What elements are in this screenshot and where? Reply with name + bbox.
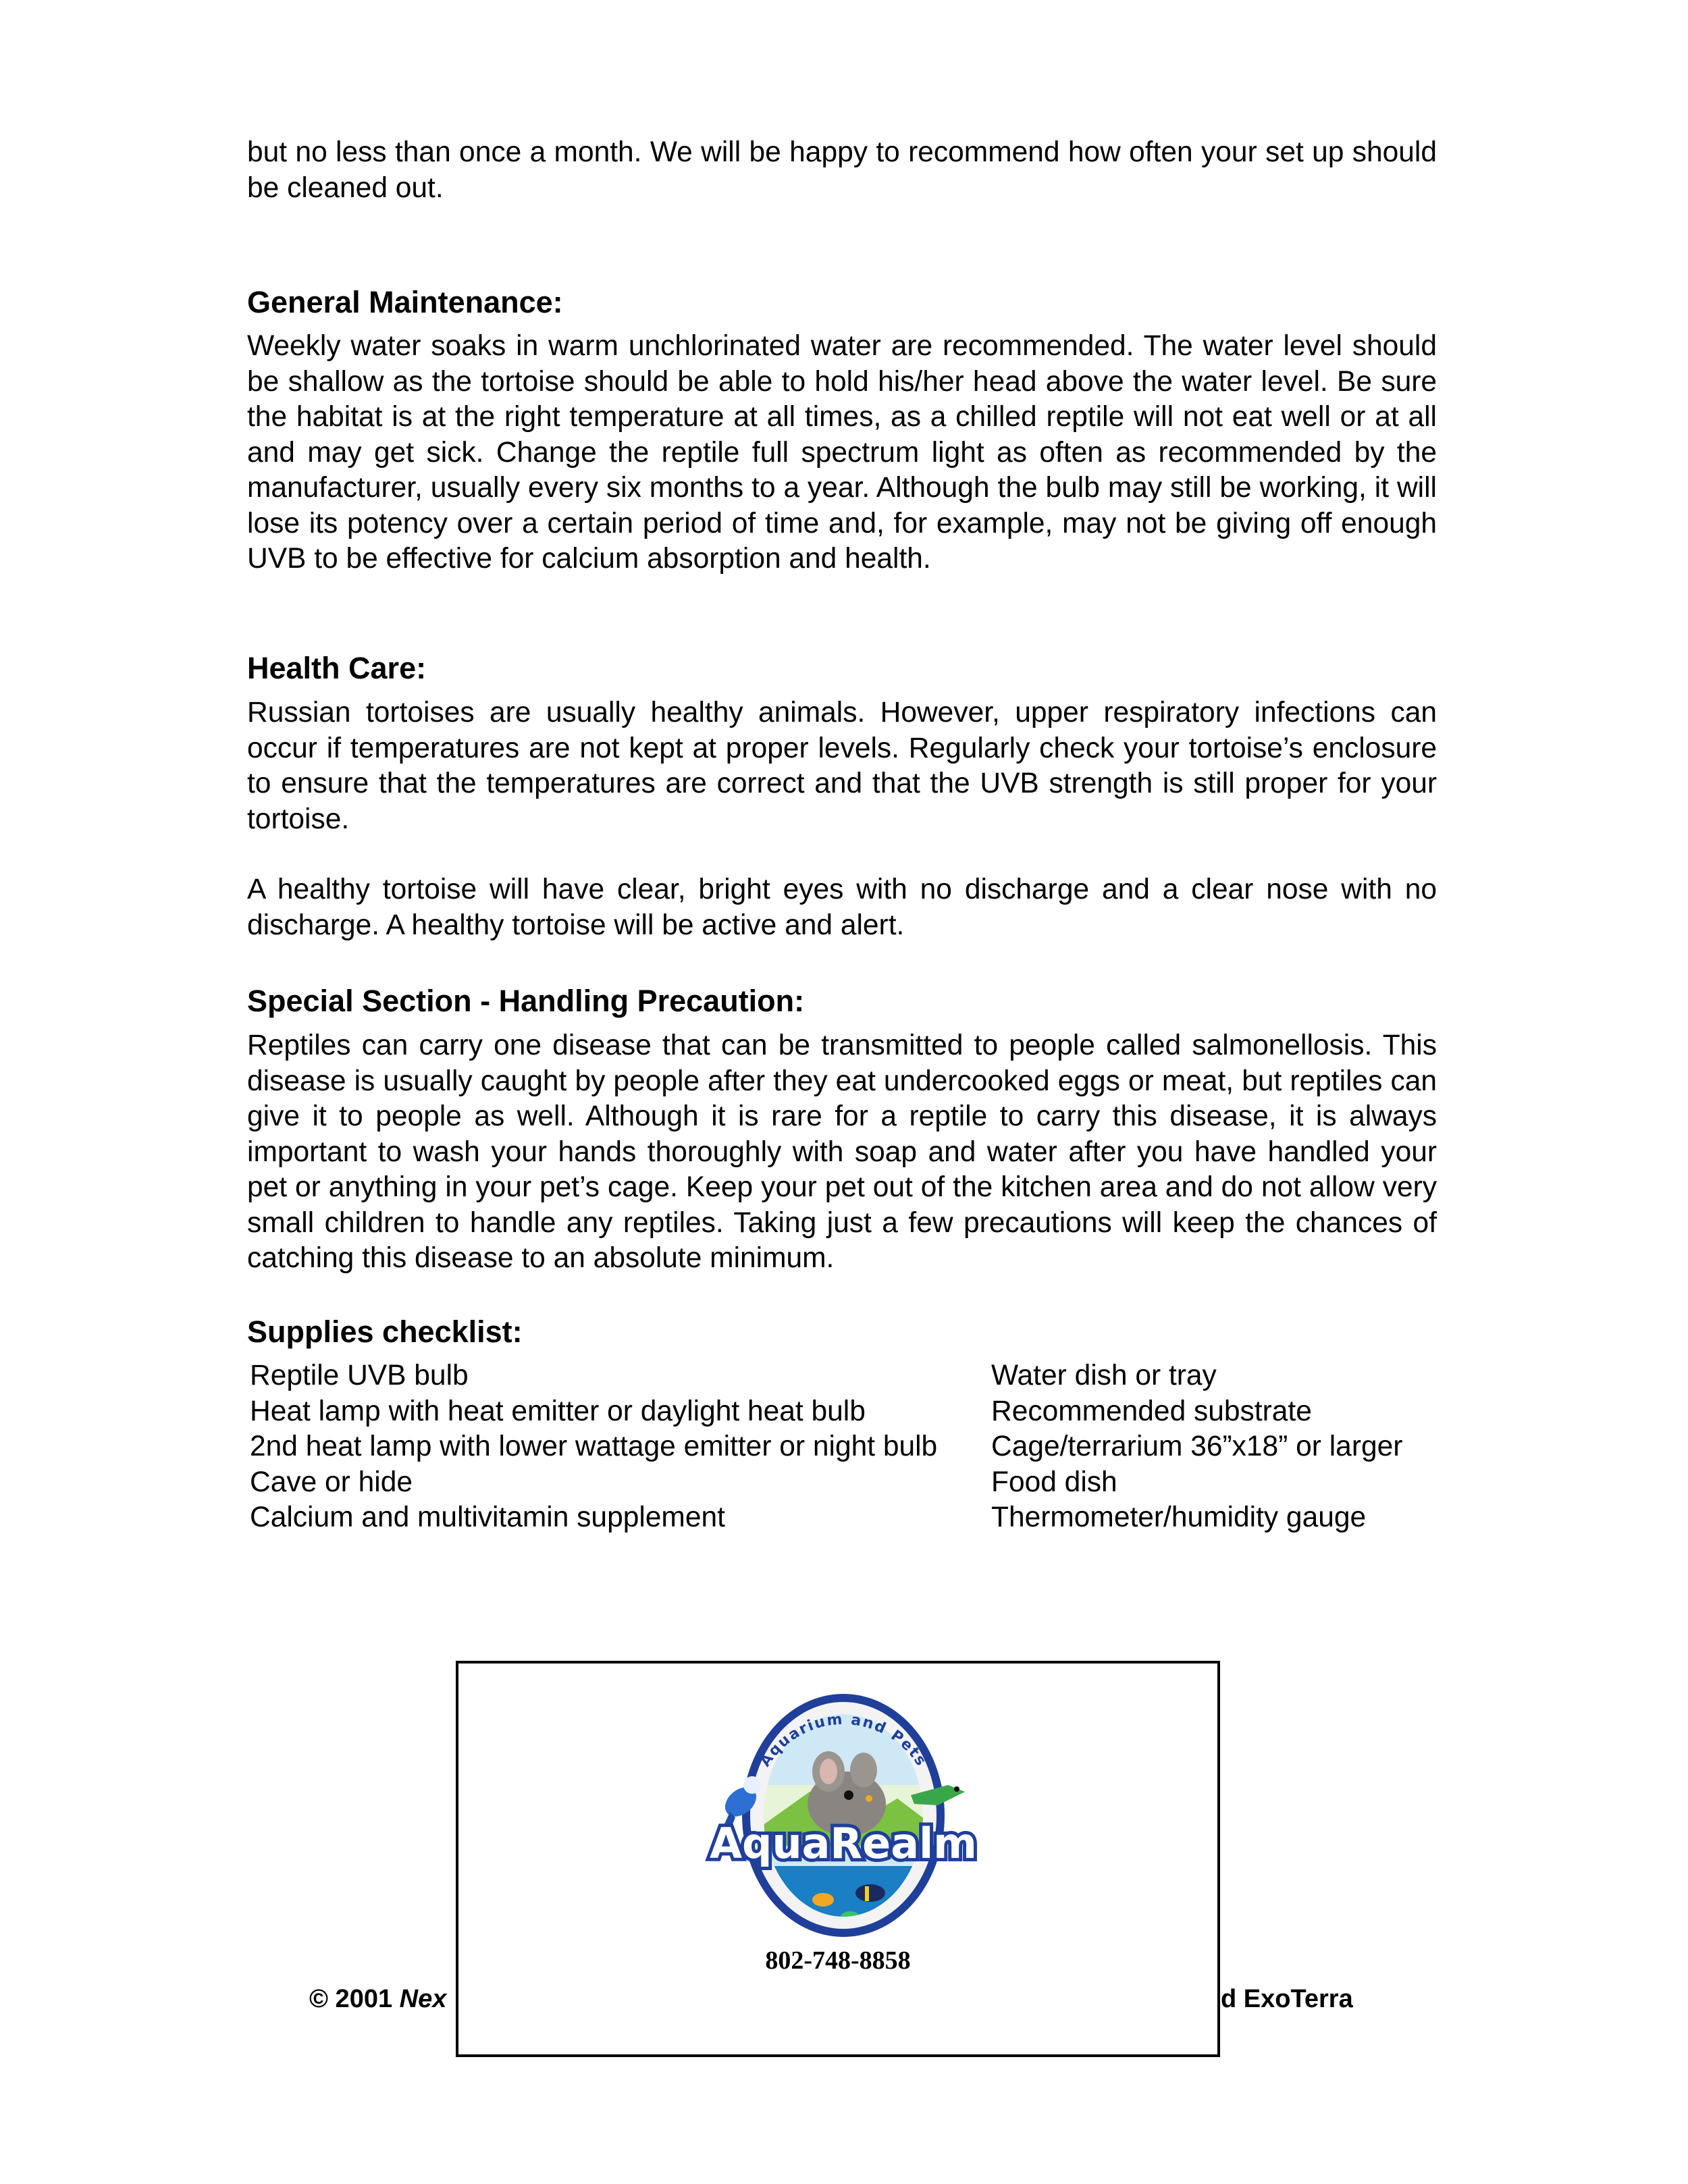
health-care-paragraph-2: A healthy tortoise will have clear, bright eyes with no discharge and a clear nose with no discharge. A healthy tortoise will be active and alert.: [247, 874, 1437, 941]
general-maintenance-heading: General Maintenance:: [247, 285, 563, 319]
logo-name: AquaRealm: [710, 1819, 977, 1868]
supplies-list-left: [250, 1358, 993, 1536]
supply-item: Cave or hide: [250, 1466, 413, 1498]
supply-item: Thermometer/humidity gauge: [991, 1501, 1367, 1533]
health-care-heading: Health Care:: [247, 651, 427, 685]
supply-item: Calcium and multivitamin supplement: [250, 1501, 725, 1533]
supply-item: Heat lamp with heat emitter or daylight heat bulb: [250, 1395, 866, 1427]
handling-heading: Special Section - Handling Precaution:: [247, 984, 805, 1018]
supply-item: 2nd heat lamp with lower wattage emitter or night bulb: [250, 1431, 938, 1462]
aquarealm-logo: [654, 1684, 1032, 1940]
intro-paragraph: but no less than once a month. We will be happy to recommend how often your set up should be cleaned out.: [247, 136, 1437, 204]
supply-item: Recommended substrate: [991, 1395, 1312, 1427]
supply-item: Water dish or tray: [991, 1360, 1217, 1391]
health-care-paragraph-1: Russian tortoises are usually healthy animals. However, upper respiratory infections can occur if temperatures are not kept at proper levels. Regularly check your tortoise’s enclosure to ensure that the temperatures are correct and that the UVB strength is still proper for your tortoise.: [247, 697, 1437, 835]
supply-item: Cage/terrarium 36”x18” or larger: [991, 1431, 1403, 1462]
supplies-heading: Supplies checklist:: [247, 1314, 523, 1349]
store-phone: 802-748-8858: [765, 1946, 911, 1975]
fish-icon: [812, 1893, 834, 1907]
store-card: [456, 1661, 1220, 2057]
supply-item: Food dish: [991, 1466, 1117, 1498]
footer-copyright: © 2001 Nex: [309, 1985, 447, 2013]
supply-item: Reptile UVB bulb: [250, 1360, 469, 1391]
supplies-list-right: [991, 1358, 1402, 1536]
handling-paragraph: Reptiles can carry one disease that can be transmitted to people called salmonellosis. This disease is usually caught by people after they eat undercooked eggs or meat, but reptiles can give it to people as well. Although it is rare for a reptile to carry this disease, it is always important to wash your hands thoroughly with soap and water after you have handled your pet or anything in your pet’s cage. Keep your pet out of the kitchen area and do not allow very small children to handle any reptiles. Taking just a few precautions will keep the chances of catching this disease to an absolute minimum.: [247, 1030, 1437, 1274]
general-maintenance-paragraph: Weekly water soaks in warm unchlorinated water are recommended. The water level should be shallow as the tortoise should be able to hold his/her head above the water level. Be sure the habitat is at the right temperature at all times, as a chilled reptile will not eat well or at all and may get sick. Change the reptile full spectrum light as often as recommended by the manufacturer, usually every six months to a year. Although the bulb may still be working, it will lose its potency over a certain period of time and, for example, may not be giving off enough UVB to be effective for calcium absorption and health.: [247, 330, 1437, 575]
logo-arc-text: Aquarium and Pets: [756, 1711, 930, 1770]
footer-trailing-text: d ExoTerra: [1221, 1985, 1353, 2013]
